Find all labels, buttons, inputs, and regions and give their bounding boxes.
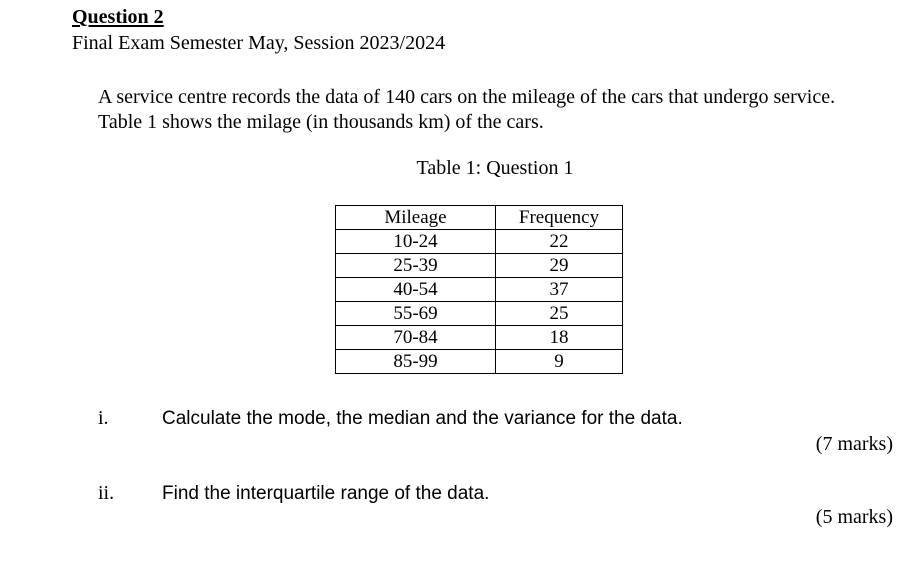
table-row xyxy=(336,254,623,278)
question-heading: Question 2 xyxy=(72,6,164,28)
frequency-cell: 22 xyxy=(496,230,623,254)
table-row xyxy=(336,302,623,326)
marks-ii: (5 marks) xyxy=(815,506,893,528)
frequency-cell: 9 xyxy=(496,350,623,374)
column-header-mileage: Mileage xyxy=(336,206,496,230)
question-number-ii: ii. xyxy=(98,482,115,504)
question-text-ii: Find the interquartile range of the data. xyxy=(162,483,490,504)
table-row xyxy=(336,278,623,302)
column-header-frequency: Frequency xyxy=(496,206,623,230)
intro-paragraph xyxy=(98,85,835,135)
question-text-i: Calculate the mode, the median and the variance for the data. xyxy=(162,408,683,429)
frequency-cell: 25 xyxy=(496,302,623,326)
table-row xyxy=(336,350,623,374)
frequency-cell: 37 xyxy=(496,278,623,302)
marks-i: (7 marks) xyxy=(815,433,893,455)
mileage-cell: 55-69 xyxy=(336,302,496,326)
mileage-cell: 25-39 xyxy=(336,254,496,278)
table-header-row xyxy=(336,206,623,230)
mileage-frequency-table xyxy=(335,205,623,374)
table-caption: Table 1: Question 1 xyxy=(416,157,574,179)
mileage-cell: 70-84 xyxy=(336,326,496,350)
table-row xyxy=(336,230,623,254)
table-row xyxy=(336,326,623,350)
mileage-cell: 85-99 xyxy=(336,350,496,374)
mileage-cell: 10-24 xyxy=(336,230,496,254)
mileage-cell: 40-54 xyxy=(336,278,496,302)
frequency-cell: 29 xyxy=(496,254,623,278)
question-number-i: i. xyxy=(98,407,109,429)
exam-info: Final Exam Semester May, Session 2023/2024 xyxy=(72,32,446,54)
intro-line-2: Table 1 shows the milage (in thousands km) of the cars. xyxy=(98,111,544,133)
intro-line-1: A service centre records the data of 140 cars on the mileage of the cars that undergo service. xyxy=(98,86,836,108)
frequency-cell: 18 xyxy=(496,326,623,350)
